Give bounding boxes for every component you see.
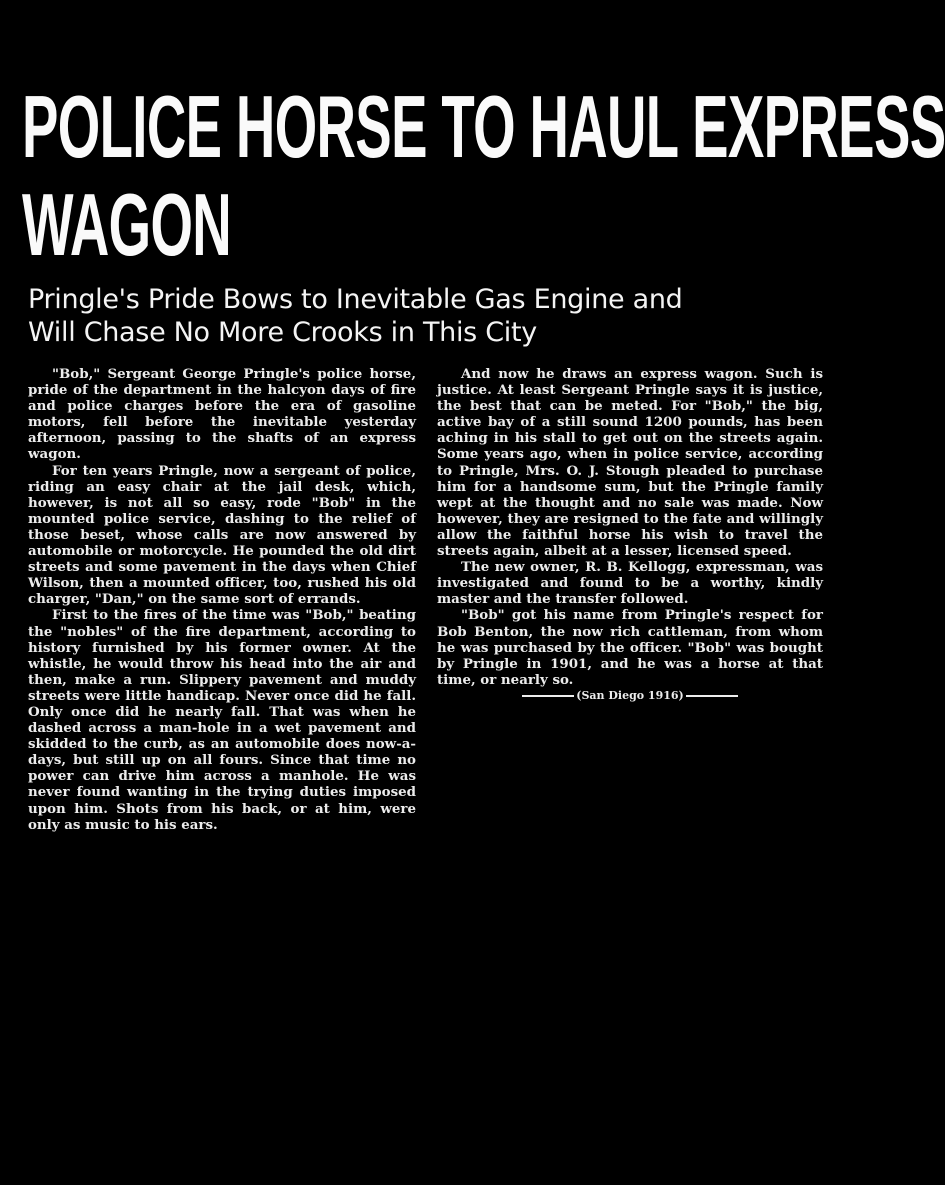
paragraph: And now he draws an express wagon. Such is justice. At least Sergeant Pringle says it is justice, the best that can be meted. For "Bob," the big, active bay of a still sound 1200 pounds, has been aching in his stall to get out on the streets again. Some years ago, when in police service, according to Pringle, Mrs. O. J. Stough pleaded to purchase him for a handsome sum, but the Pringle family wept at the thought and no sale was made. Now however, they are resigned to the fate and willingly allow the faithful horse his wish to travel the streets again, albeit at a lesser, licensed speed. xyxy=(437,366,823,560)
paragraph: "Bob" got his name from Pringle's respect for Bob Benton, the now rich cattleman, from whom he was purchased by the officer. "Bob" was bought by Pringle in 1901, and he was a horse at that time, or nearly so. xyxy=(437,607,823,688)
paragraph: For ten years Pringle, now a sergeant of police, riding an easy chair at the jail desk, which, however, is not all so easy, rode "Bob" in the mounted police service, dashing to the relief of those beset, whose calls are now answered by automobile or motorcycle. He pounded the old dirt streets and some pavement in the days when Chief Wilson, then a mounted officer, too, rushed his old charger, "Dan," on the same sort of errands. xyxy=(28,462,416,608)
paragraph: First to the fires of the time was "Bob," beating the "nobles" of the fire department, according to history furnished by his former owner. At the whistle, he would throw his head into the air and then, make a run. Slippery pavement and muddy streets were little handicap. Never once did he fall. Only once did he nearly fall. That was when he dashed across a man-hole in a wet pavement and skidded to the curb, as an automobile does now-a-days, but still up on all fours. Since that time no power can drive him across a manhole. He was never found wanting in the trying duties imposed upon him. Shots from his back, or at him, were only as music to his ears. xyxy=(28,607,416,833)
subheadline-line-1: Pringle's Pride Bows to Inevitable Gas Engine and xyxy=(28,284,683,315)
subheadline xyxy=(28,283,748,349)
headline-line-2: WAGON xyxy=(22,175,232,274)
article-column-right xyxy=(437,366,823,703)
rule-left xyxy=(522,695,574,697)
paragraph: "Bob," Sergeant George Pringle's police horse, pride of the department in the halcyon days of fire and police charges before the era of gasoline motors, fell before the inevitable yesterday afternoon, passing to the shafts of an express wagon. xyxy=(28,366,416,463)
source-credit xyxy=(437,689,823,703)
paragraph: The new owner, R. B. Kellogg, expressman, was investigated and found to be a worthy, kindly master and the transfer followed. xyxy=(437,559,823,608)
rule-right xyxy=(686,695,738,697)
source-credit-text: (San Diego 1916) xyxy=(576,688,684,702)
headline xyxy=(22,77,945,274)
subheadline-line-2: Will Chase No More Crooks in This City xyxy=(28,317,537,348)
article-column-left xyxy=(28,366,416,833)
headline-line-1: POLICE HORSE TO HAUL EXPRESS xyxy=(22,77,945,176)
